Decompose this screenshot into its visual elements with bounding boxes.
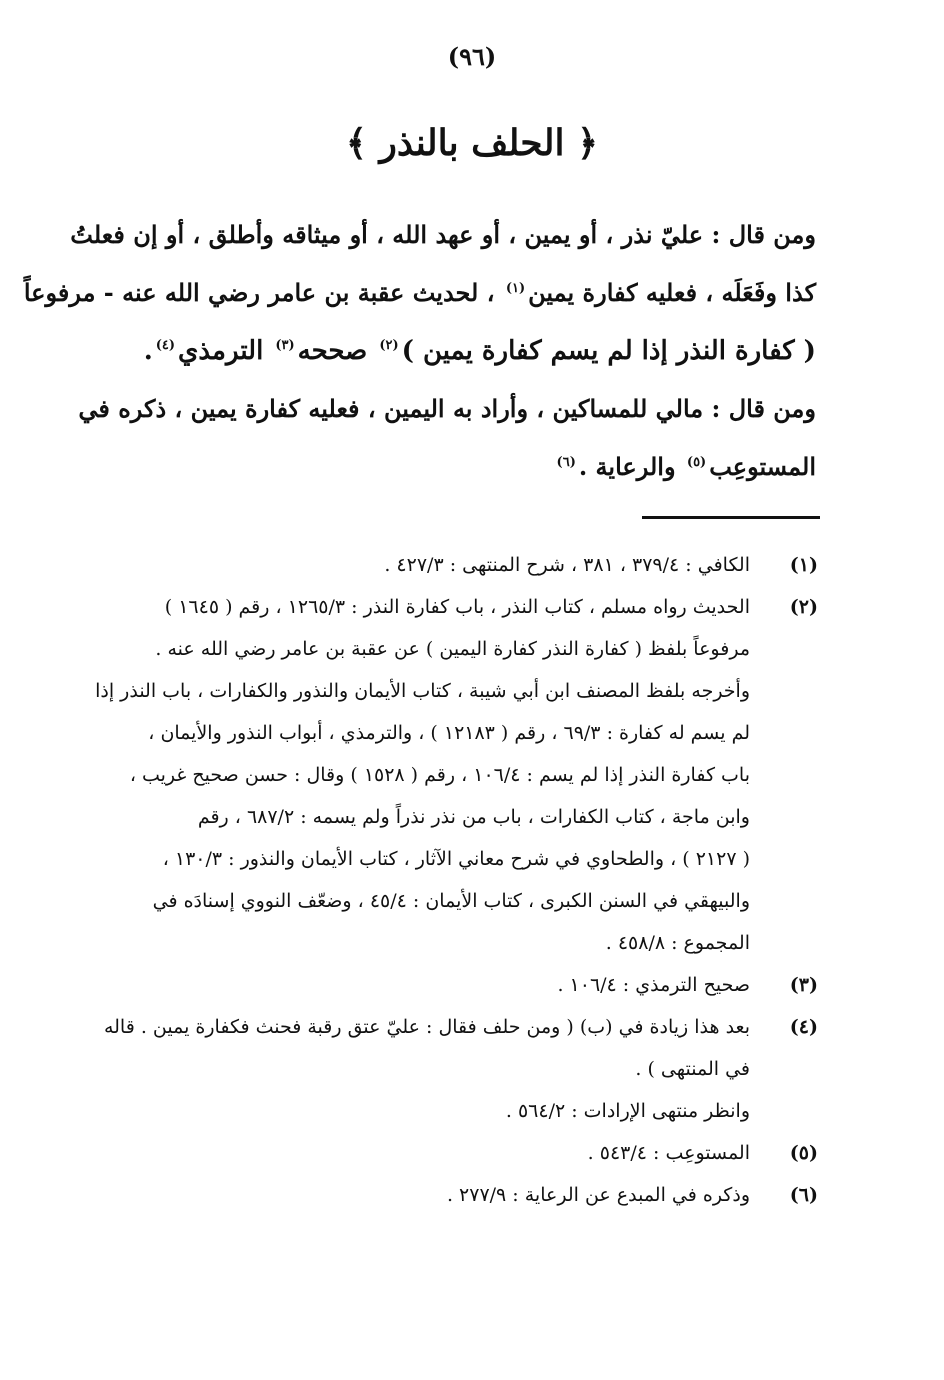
- footnote-line: الكافي : ٣٧٩/٤ ، ٣٨١ ، شرح المنتهى : ٤٢٧/٣ .: [384, 554, 750, 576]
- footnote-line: وانظر منتهى الإرادات : ٥٦٤/٢ .: [505, 1100, 750, 1122]
- text-segment: صححه: [297, 336, 368, 366]
- footnote-ref: (٥): [686, 455, 707, 470]
- text-line: [110, 438, 816, 496]
- footnote-6: [108, 1174, 818, 1216]
- text-segment: .: [143, 336, 153, 366]
- text-segment: المستوعِب: [709, 452, 816, 481]
- footnote-text: [108, 964, 768, 1006]
- footnote-line: مرفوعاً بلفظ ( كفارة النذر كفارة اليمين ) عن عقبة بن عامر رضي الله عنه .: [155, 638, 750, 660]
- text-segment: الترمذي: [178, 336, 264, 366]
- footnote-number: (٤): [789, 1016, 818, 1038]
- footnote-number: (٦): [789, 1184, 818, 1206]
- footnote-4: [103, 1006, 818, 1132]
- text-line: [110, 322, 816, 380]
- footnote-5: [108, 1132, 818, 1174]
- text-line: [23, 264, 816, 322]
- footnote-line: المجموع : ٤٥٨/٨ .: [605, 932, 750, 954]
- footnote-line: ( ٢١٢٧ ) ، والطحاوي في شرح معاني الآثار ، كتاب الأيمان والنذور : ١٣٠/٣ ،: [162, 848, 750, 870]
- main-text: [23, 206, 816, 496]
- page-number: (٩٦): [447, 42, 497, 71]
- footnote-3: [108, 964, 818, 1006]
- footnote-text: [108, 1174, 768, 1216]
- footnote-line: وابن ماجة ، كتاب الكفارات ، باب من نذر نذراً ولم يسمه : ٦٨٧/٢ ، رقم: [197, 806, 750, 828]
- footnote-line: المستوعِب : ٥٤٣/٤ .: [587, 1142, 750, 1164]
- chapter-title: ﴿ الحلف بالنذر ﴾: [345, 122, 599, 164]
- footnote-number: (٢): [789, 596, 818, 618]
- footnote-line: لم يسم له كفارة : ٦٩/٣ ، رقم ( ١٢١٨٣ ) ، والترمذي ، أبواب النذور والأيمان ،: [148, 722, 750, 744]
- footnote-line: وذكره في المبدع عن الرعاية : ٢٧٧/٩ .: [446, 1184, 750, 1206]
- footnote-ref: (١): [505, 281, 526, 296]
- footnote-ref: (٦): [556, 455, 576, 470]
- footnote-1: [108, 544, 818, 586]
- footnote-ref: (٣): [275, 338, 295, 354]
- footnote-line: والبيهقي في السنن الكبرى ، كتاب الأيمان : ٤٥/٤ ، وضعّف النووي إسنادَه في: [152, 890, 750, 912]
- hadith-quote: ( كفارة النذر إذا لم يسم كفارة يمين ): [401, 336, 816, 366]
- footnote-ref: (٤): [155, 338, 176, 354]
- text-segment: ومن قال : مالي للمساكين ، وأراد به اليمين ، فعليه كفارة يمين ، ذكره في: [78, 394, 816, 423]
- text-segment: كذا وفَعَلَه ، فعليه كفارة يمين: [528, 278, 816, 307]
- footnote-text: [104, 1006, 768, 1132]
- footnote-line: وأخرجه بلفظ المصنف ابن أبي شيبة ، كتاب الأيمان والنذور والكفارات ، باب النذر إذا: [95, 680, 750, 702]
- footnote-line: بعد هذا زيادة في (ب) ( ومن حلف فقال : عليّ عتق رقبة فحنث فكفارة يمين . قاله: [103, 1016, 750, 1038]
- footnote-ref: (٢): [379, 338, 399, 354]
- footnotes: [95, 544, 818, 1216]
- text-line: [70, 206, 816, 264]
- footnote-line: صحيح الترمذي : ١٠٦/٤ .: [557, 974, 750, 996]
- footnote-divider: [642, 516, 820, 519]
- footnote-line: باب كفارة النذر إذا لم يسم : ١٠٦/٤ ، رقم ( ١٥٢٨ ) وقال : حسن صحيح غريب ،: [129, 764, 750, 786]
- footnote-number: (١): [789, 554, 818, 576]
- footnote-number: (٥): [789, 1142, 818, 1164]
- text-line: [78, 380, 816, 438]
- footnote-line: الحديث رواه مسلم ، كتاب النذر ، باب كفارة النذر : ١٢٦٥/٣ ، رقم ( ١٦٤٥ ): [164, 596, 750, 618]
- text-segment: والرعاية .: [578, 452, 676, 481]
- text-segment: ، لحديث عقبة بن عامر رضي الله عنه - مرفوعاً: [23, 278, 495, 307]
- footnote-text: [95, 586, 768, 964]
- footnote-number: (٣): [789, 974, 818, 996]
- text-segment: ومن قال : عليّ نذر ، أو يمين ، أو عهد الله ، أو ميثاقه وأطلق ، أو إن فعلتُ: [70, 220, 816, 249]
- footnote-text: [108, 544, 768, 586]
- footnote-text: [108, 1132, 768, 1174]
- footnote-2: [95, 586, 818, 964]
- footnote-line: في المنتهى ) .: [635, 1058, 750, 1080]
